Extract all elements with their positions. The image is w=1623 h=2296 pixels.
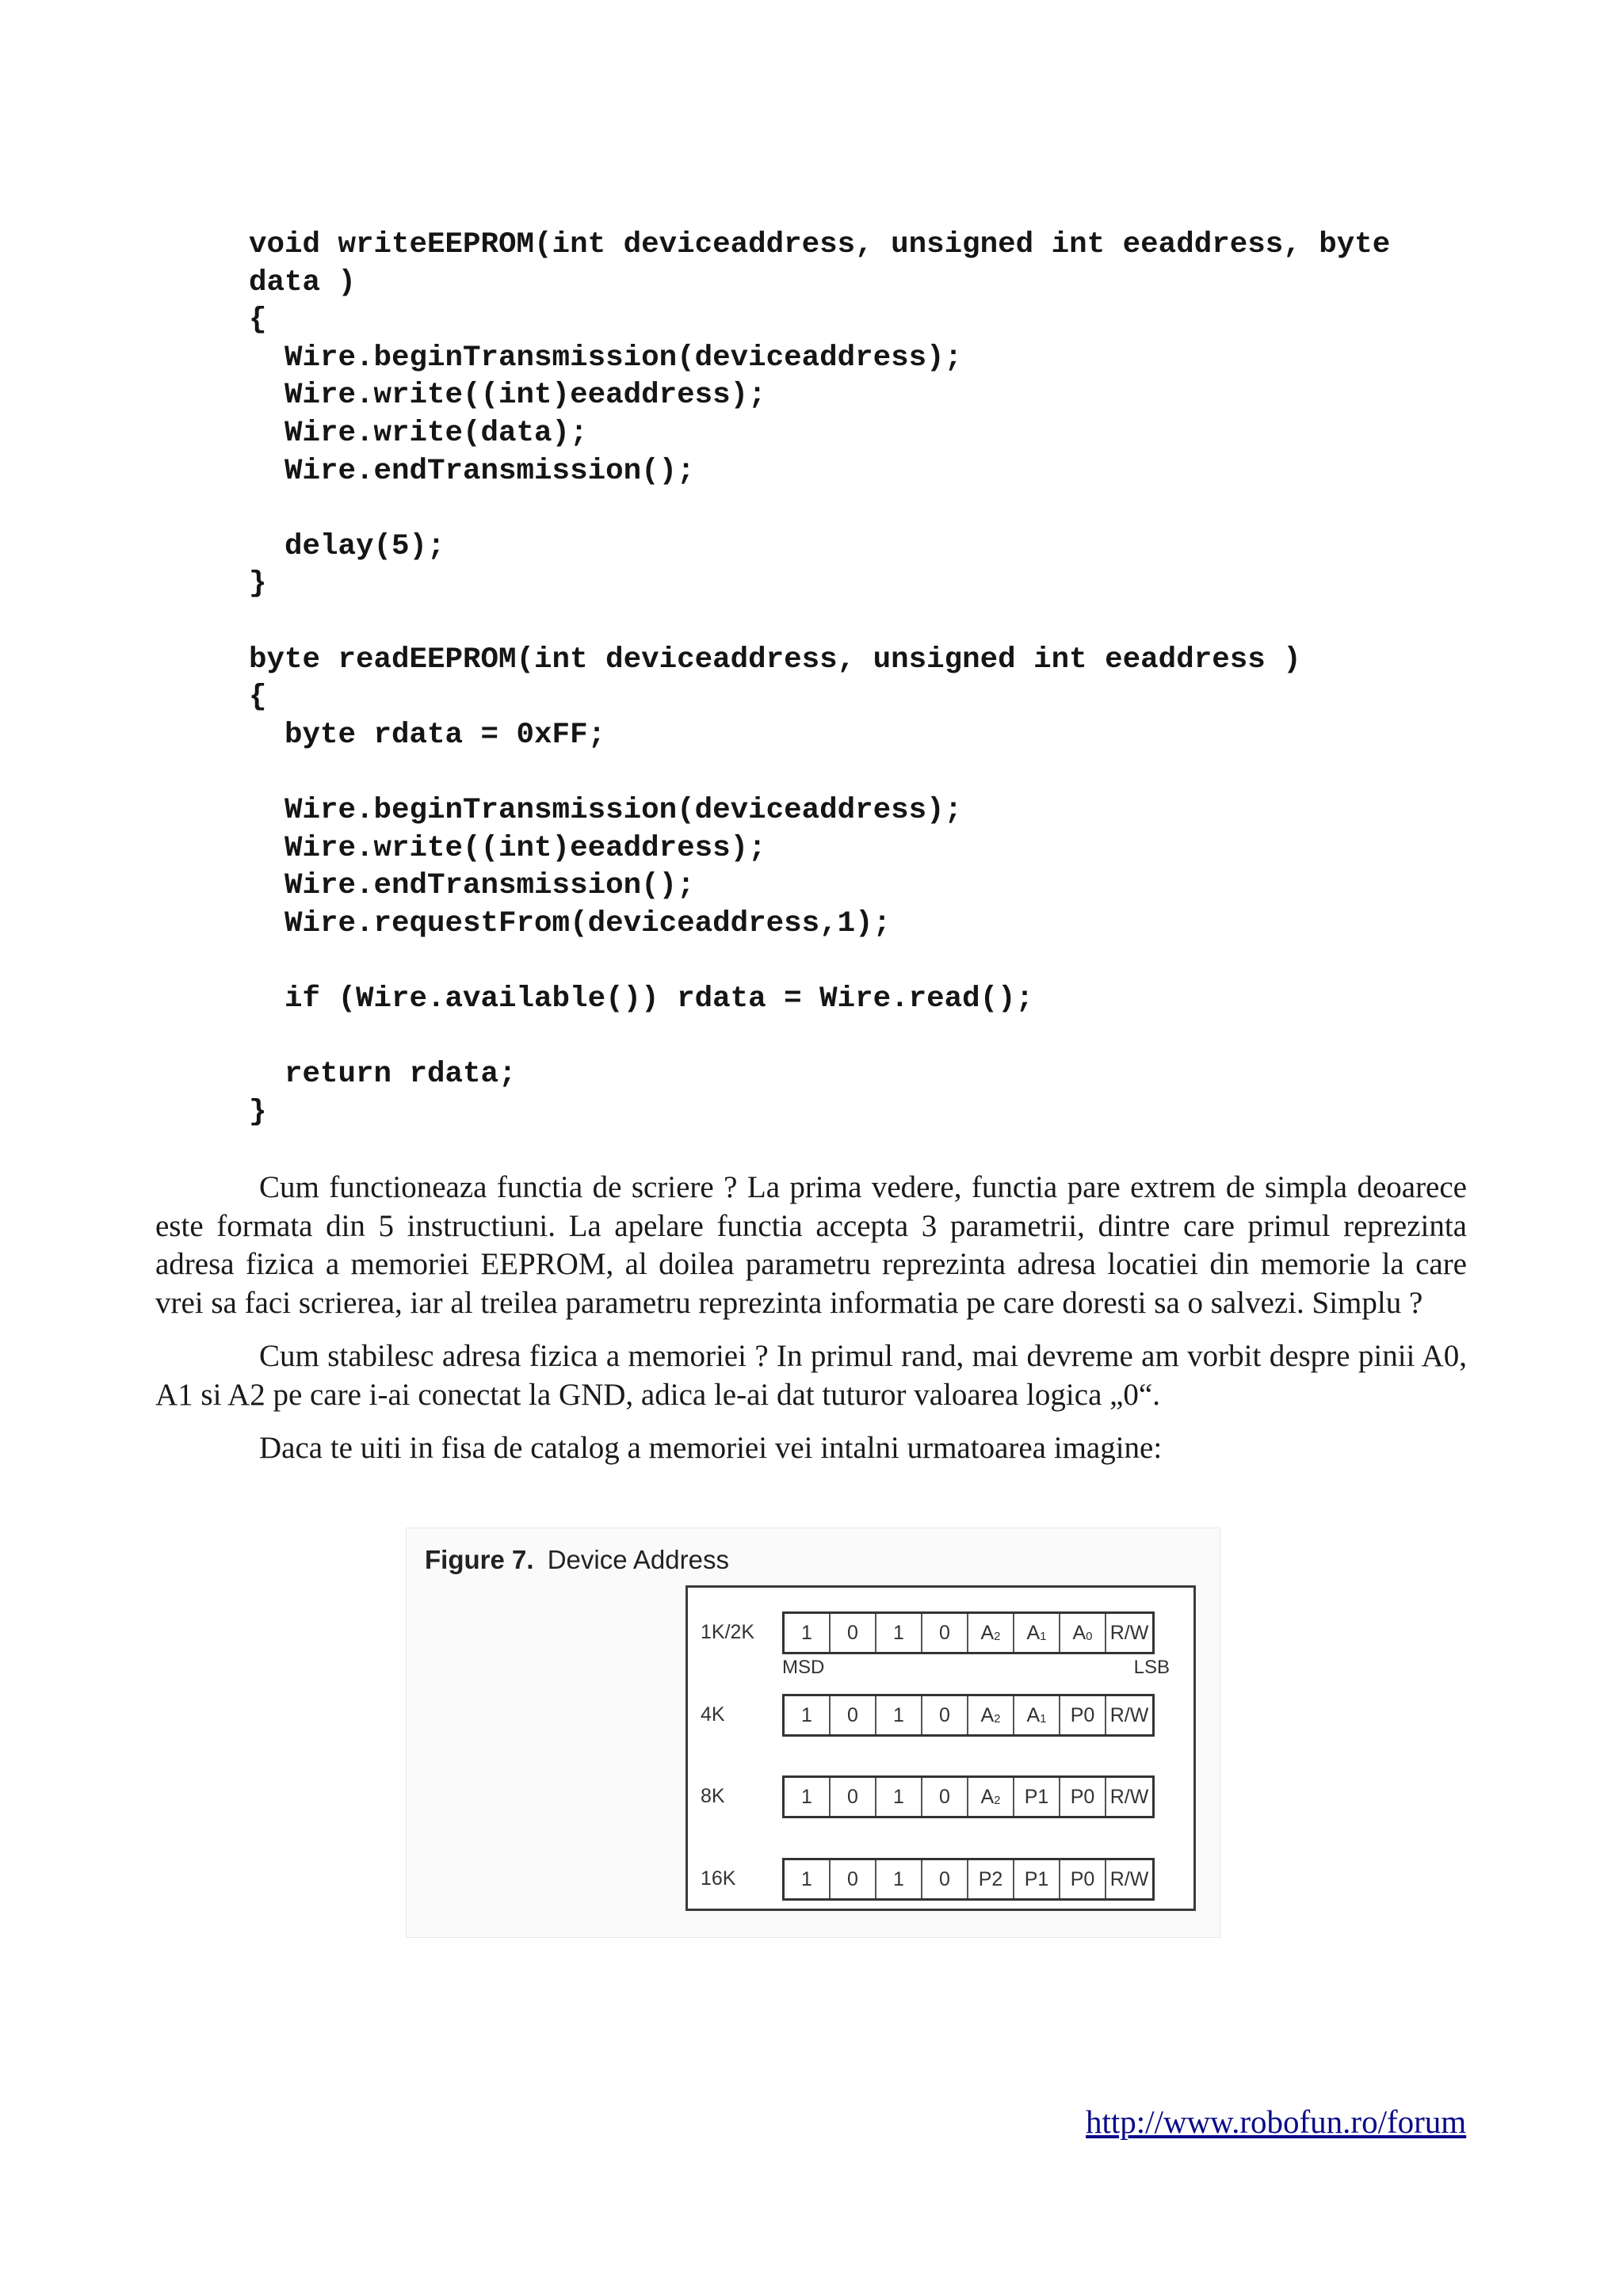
address-bit-cell [785,1696,831,1734]
bit-value: 1 [801,1785,812,1808]
bit-value: R/W [1109,1703,1149,1726]
bit-value: 0 [939,1621,950,1644]
bit-value: 0 [847,1703,858,1726]
bit-value: A [1026,1621,1041,1644]
address-bit-cell [1106,1614,1152,1652]
address-bit-cell [876,1696,922,1734]
bit-subscript: 1 [1040,1711,1047,1726]
address-bits [782,1694,1155,1737]
bit-subscript: 2 [994,1629,1001,1643]
address-bit-cell [1060,1860,1106,1898]
address-bits [782,1858,1155,1901]
code-line: Wire.beginTransmission(deviceaddress); [249,341,963,375]
msd-lsb-labels [782,1657,1170,1679]
code-line: return rdata; [249,1058,517,1092]
code-line: Wire.requestFrom(deviceaddress,1); [249,906,892,940]
bit-value: 0 [939,1785,950,1808]
device-address-figure [406,1527,1220,1938]
bit-value: P0 [1070,1867,1095,1890]
address-bit-cell [831,1696,876,1734]
code-line: Wire.write((int)eeaddress); [249,831,766,865]
bit-subscript: 1 [1040,1629,1047,1643]
address-bit-cell [968,1860,1014,1898]
address-table [685,1585,1196,1911]
code-line: byte readEEPROM(int deviceaddress, unsigned int eeaddress ) [249,643,1301,677]
address-bit-cell [785,1614,831,1652]
memory-size-label: 1K/2K [701,1621,755,1643]
address-bit-cell [1060,1614,1106,1652]
address-bit-cell [831,1614,876,1652]
address-bit-cell [831,1860,876,1898]
address-row [688,1858,1193,1901]
bit-value: 1 [893,1785,904,1808]
code-line [249,604,1485,642]
bit-value: R/W [1109,1785,1149,1808]
address-row [688,1694,1193,1737]
bit-value: P1 [1024,1867,1049,1890]
address-bit-cell [1106,1696,1152,1734]
address-bit-cell [785,1778,831,1816]
code-line: data ) [249,265,357,299]
paragraph: Cum stabilesc adresa fizica a memoriei ? In primul rand, mai devreme am vorbit despre pinii A0, A1 si A2 pe care i-ai conectat la GND, adica le-ai dat tuturor valoarea logica „0“. [155,1339,1467,1412]
bit-value: 0 [847,1621,858,1644]
bit-value: 1 [801,1703,812,1726]
code-line: byte rdata = 0xFF; [249,718,606,752]
address-row [688,1611,1193,1654]
msd-label: MSD [782,1657,825,1678]
figure-number: Figure 7. [425,1545,534,1574]
bit-value: 0 [939,1703,950,1726]
bit-value: 0 [847,1785,858,1808]
address-bit-cell [968,1778,1014,1816]
figure-caption [425,1545,729,1575]
paragraph: Daca te uiti in fisa de catalog a memoriei vei intalni urmatoarea imagine: [259,1431,1163,1465]
bit-value: 1 [893,1867,904,1890]
address-bit-cell [1014,1696,1060,1734]
address-bit-cell [785,1860,831,1898]
bit-value: R/W [1109,1621,1149,1644]
code-line [249,943,1485,981]
body-text [155,1169,1467,1483]
bit-value: 0 [939,1867,950,1890]
bit-value: A [980,1703,995,1726]
address-bit-cell [876,1614,922,1652]
code-line: Wire.endTransmission(); [249,869,695,903]
code-line: } [249,1095,267,1129]
bit-value: 1 [893,1621,904,1644]
code-line: delay(5); [249,529,445,563]
code-line [249,754,1485,792]
address-bit-cell [1060,1696,1106,1734]
figure-title: Device Address [547,1545,729,1574]
code-line: } [249,567,267,601]
bit-subscript: 2 [994,1711,1001,1726]
code-line: Wire.endTransmission(); [249,454,695,488]
address-bit-cell [1014,1614,1060,1652]
address-bit-cell [968,1614,1014,1652]
address-bits [782,1775,1155,1818]
code-line: if (Wire.available()) rdata = Wire.read(); [249,982,1034,1016]
bit-value: 0 [847,1867,858,1890]
address-bit-cell [922,1778,968,1816]
address-bit-cell [1106,1778,1152,1816]
address-bit-cell [1014,1778,1060,1816]
bit-value: 1 [893,1703,904,1726]
bit-value: P0 [1070,1785,1095,1808]
address-bit-cell [968,1696,1014,1734]
memory-size-label: 16K [701,1867,736,1890]
address-bits [782,1611,1155,1654]
lsb-label: LSB [1133,1657,1170,1678]
code-line: Wire.write(data); [249,416,588,450]
address-bit-cell [1106,1860,1152,1898]
address-bit-cell [1014,1860,1060,1898]
address-bit-cell [922,1860,968,1898]
bit-value: 1 [801,1621,812,1644]
bit-value: A [980,1621,995,1644]
code-line [249,490,1485,528]
bit-value: 1 [801,1867,812,1890]
code-line: { [249,303,267,338]
paragraph: Cum functioneaza functia de scriere ? La prima vedere, functia pare extrem de simpla deoarece este formata din 5 instructiuni. La apelare functia accepta 3 parametrii, dintre care primul reprezinta adresa fizica a memoriei EEPROM, al doilea parametru reprezinta adresa locatiei din memorie la care vrei sa faci scrierea, iar al treilea parametru reprezinta informatia pe care doresti sa o salvezi. Simplu ? [155,1170,1467,1320]
bit-value: P2 [978,1867,1003,1890]
forum-link[interactable]: http://www.robofun.ro/forum [1086,2103,1467,2140]
code-line: void writeEEPROM(int deviceaddress, unsigned int eeaddress, byte [249,228,1391,261]
address-bit-cell [831,1778,876,1816]
code-line: { [249,681,267,715]
memory-size-label: 8K [701,1785,725,1807]
address-bit-cell [876,1860,922,1898]
address-bit-cell [922,1696,968,1734]
bit-value: A [980,1785,995,1808]
bit-value: P1 [1024,1785,1049,1808]
bit-value: A [1026,1703,1041,1726]
address-bit-cell [1060,1778,1106,1816]
bit-value: R/W [1109,1867,1149,1890]
address-row [688,1775,1193,1818]
code-line [249,1018,1485,1056]
code-line: Wire.write((int)eeaddress); [249,379,766,413]
bit-subscript: 2 [994,1793,1001,1807]
address-bit-cell [922,1614,968,1652]
bit-subscript: 0 [1086,1629,1093,1643]
bit-value: A [1072,1621,1086,1644]
code-block [249,227,1485,1131]
address-bit-cell [876,1778,922,1816]
bit-value: P0 [1070,1703,1095,1726]
code-line: Wire.beginTransmission(deviceaddress); [249,793,963,827]
memory-size-label: 4K [701,1703,725,1726]
